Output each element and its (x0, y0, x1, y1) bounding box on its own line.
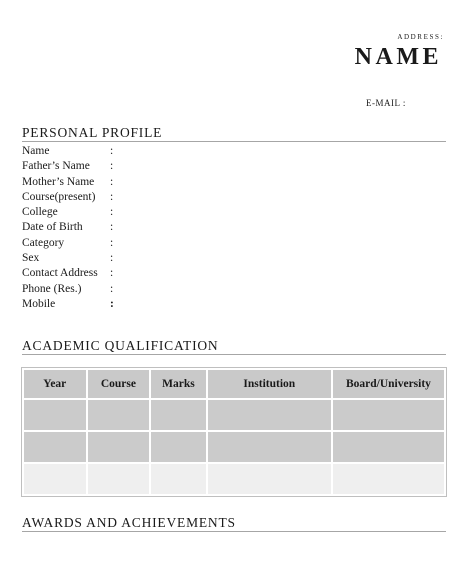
email-label: E-MAIL : (366, 98, 406, 108)
profile-row-mobile (22, 297, 114, 312)
table-cell (24, 464, 86, 494)
name-title: NAME (354, 44, 442, 70)
profile-row-contact-address (22, 266, 114, 281)
field-colon: : (110, 160, 114, 173)
table-cell (333, 432, 444, 462)
field-label: Course(present) (22, 190, 96, 203)
profile-row-date-of-birth (22, 220, 114, 235)
table-cell (88, 400, 150, 430)
field-colon: : (110, 267, 114, 280)
field-colon: : (110, 282, 114, 295)
table-header-row (24, 370, 444, 398)
field-label: Date of Birth (22, 221, 83, 234)
column-header-institution: Institution (208, 370, 331, 398)
table-cell (151, 432, 206, 462)
table-cell (333, 400, 444, 430)
table-cell (208, 464, 331, 494)
field-label: Contact Address (22, 267, 98, 280)
table-cell (208, 400, 331, 430)
table-cell (208, 432, 331, 462)
column-header-board-university: Board/University (333, 370, 444, 398)
column-header-marks: Marks (151, 370, 206, 398)
table-row (24, 432, 444, 462)
field-colon: : (110, 236, 114, 249)
personal-profile-list (22, 144, 114, 312)
field-label: Phone (Res.) (22, 282, 82, 295)
table-cell (333, 464, 444, 494)
field-colon: : (110, 252, 114, 265)
address-label: ADDRESS: (397, 33, 444, 41)
table-cell (151, 400, 206, 430)
field-label: Father’s Name (22, 160, 90, 173)
field-colon: : (110, 206, 114, 219)
table-row (24, 464, 444, 494)
field-colon: : (110, 145, 114, 157)
awards-achievements-heading: AWARDS AND ACHIEVEMENTS (22, 515, 446, 532)
table-cell (151, 464, 206, 494)
column-header-year: Year (24, 370, 86, 398)
profile-row-course (22, 190, 114, 205)
profile-row-sex (22, 251, 114, 266)
table-cell (24, 400, 86, 430)
profile-row-fathers-name (22, 159, 114, 174)
table-row (24, 400, 444, 430)
table-cell (88, 464, 150, 494)
profile-row-category (22, 236, 114, 251)
profile-row-phone (22, 282, 114, 297)
profile-row-mothers-name (22, 175, 114, 190)
field-label: Category (22, 236, 65, 249)
personal-profile-heading: PERSONAL PROFILE (22, 125, 446, 142)
field-colon: : (110, 221, 114, 234)
field-colon: : (110, 190, 114, 203)
field-label: Name (22, 145, 50, 157)
academic-qualification-heading: ACADEMIC QUALIFICATION (22, 338, 446, 355)
field-colon: : (110, 175, 114, 188)
table-cell (24, 432, 86, 462)
profile-row-college (22, 205, 114, 220)
field-label: Sex (22, 252, 40, 265)
qualification-table (21, 367, 447, 497)
table-cell (88, 432, 150, 462)
field-label: College (22, 206, 58, 219)
profile-row-name (22, 144, 114, 159)
field-label: Mother’s Name (22, 175, 95, 188)
field-colon: : (110, 297, 114, 310)
column-header-course: Course (88, 370, 150, 398)
field-label: Mobile (22, 297, 56, 310)
